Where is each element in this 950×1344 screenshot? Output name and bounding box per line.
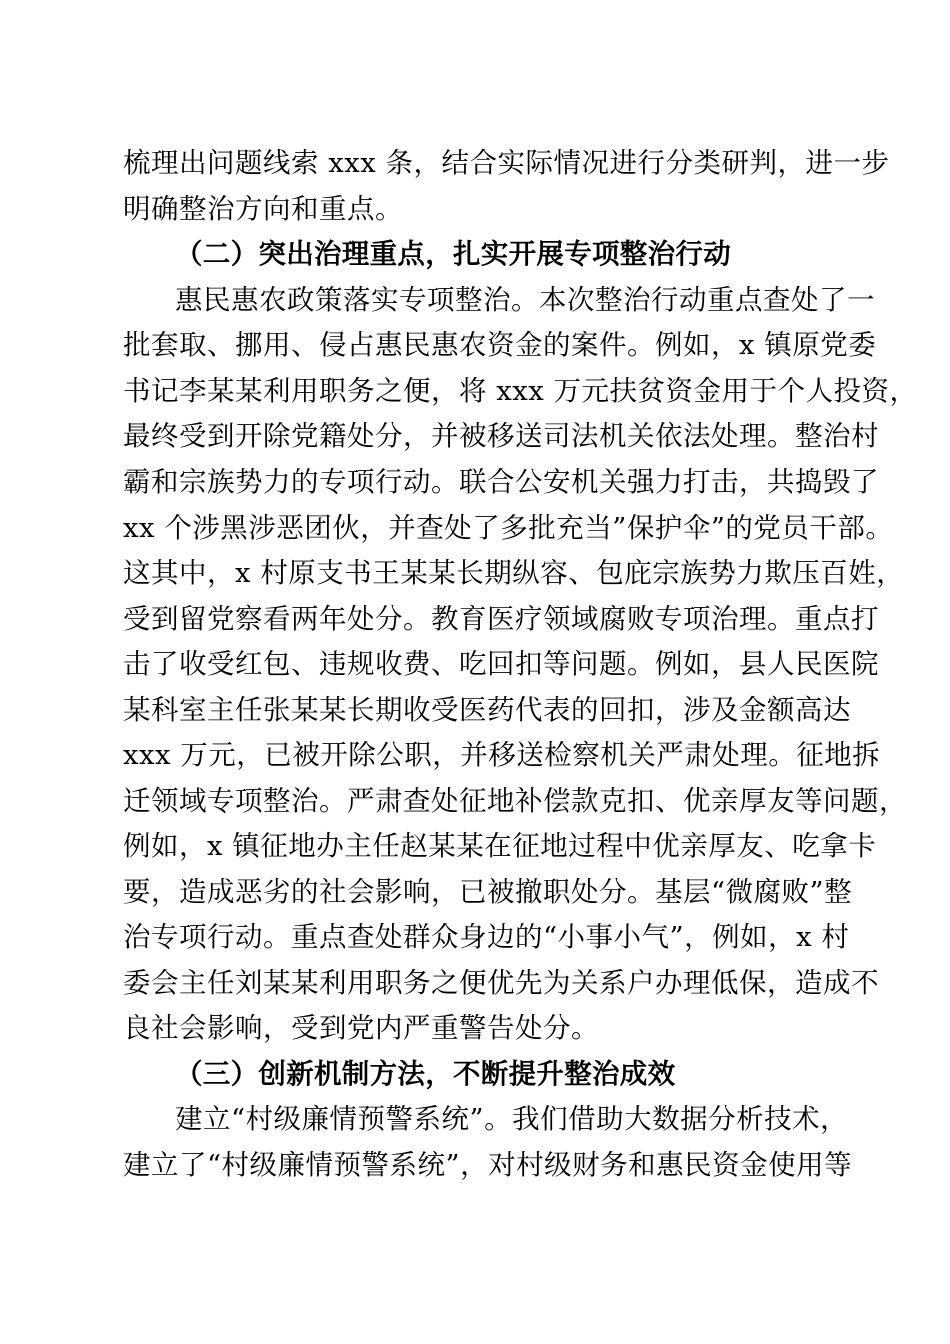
section-heading: （三）创新机制方法，不断提升整治成效 (175, 1058, 676, 1090)
text-line: 某科室主任张某某长期收受医药代表的回扣，涉及金额高达 (123, 694, 851, 726)
text-line: 建立“村级廉情预警系统”。我们借助大数据分析技术， (175, 1103, 849, 1135)
text-line: 要，造成恶劣的社会影响，已被撤职处分。基层“微腐败”整 (123, 876, 853, 908)
text-line: 受到留党察看两年处分。教育医疗领域腐败专项治理。重点打 (123, 603, 879, 635)
text-line: 治专项行动。重点查处群众身边的“小事小气”，例如，x 村 (123, 921, 850, 953)
text-line: xxx 万元，已被开除公职，并移送检察机关严肃处理。征地拆 (123, 739, 881, 771)
text-line: 击了收受红包、违规收费、吃回扣等问题。例如，县人民医院 (123, 648, 879, 680)
text-line: 最终受到开除党籍处分，并被移送司法机关依法处理。整治村 (123, 420, 879, 452)
section-heading: （二）突出治理重点，扎实开展专项整治行动 (175, 238, 731, 270)
text-line: 例如，x 镇征地办主任赵某某在征地过程中优亲厚友、吃拿卡 (123, 830, 877, 862)
text-line: 明确整治方向和重点。 (123, 193, 403, 225)
text-line: 委会主任刘某某利用职务之便优先为关系户办理低保，造成不 (123, 967, 879, 999)
text-line: 梳理出问题线索 xxx 条，结合实际情况进行分类研判，进一步 (123, 147, 890, 179)
text-line: 迁领域专项整治。严肃查处征地补偿款克扣、优亲厚友等问题， (123, 785, 907, 817)
text-line: 惠民惠农政策落实专项整治。本次整治行动重点查处了一 (175, 284, 875, 316)
text-line: 建立了“村级廉情预警系统”，对村级财务和惠民资金使用等 (123, 1149, 853, 1181)
text-line: 这其中，x 村原支书王某某长期纵容、包庇宗族势力欺压百姓， (123, 557, 905, 589)
text-line: 良社会影响，受到党内严重警告处分。 (123, 1012, 599, 1044)
text-line: 霸和宗族势力的专项行动。联合公安机关强力打击，共捣毁了 (123, 466, 879, 498)
text-line: 书记李某某利用职务之便，将 xxx 万元扶贫资金用于个人投资， (123, 375, 918, 407)
text-line: xx 个涉黑涉恶团伙，并查处了多批充当”保护伞”的党员干部。 (123, 512, 894, 544)
text-line: 批套取、挪用、侵占惠民惠农资金的案件。例如，x 镇原党委 (123, 329, 877, 361)
